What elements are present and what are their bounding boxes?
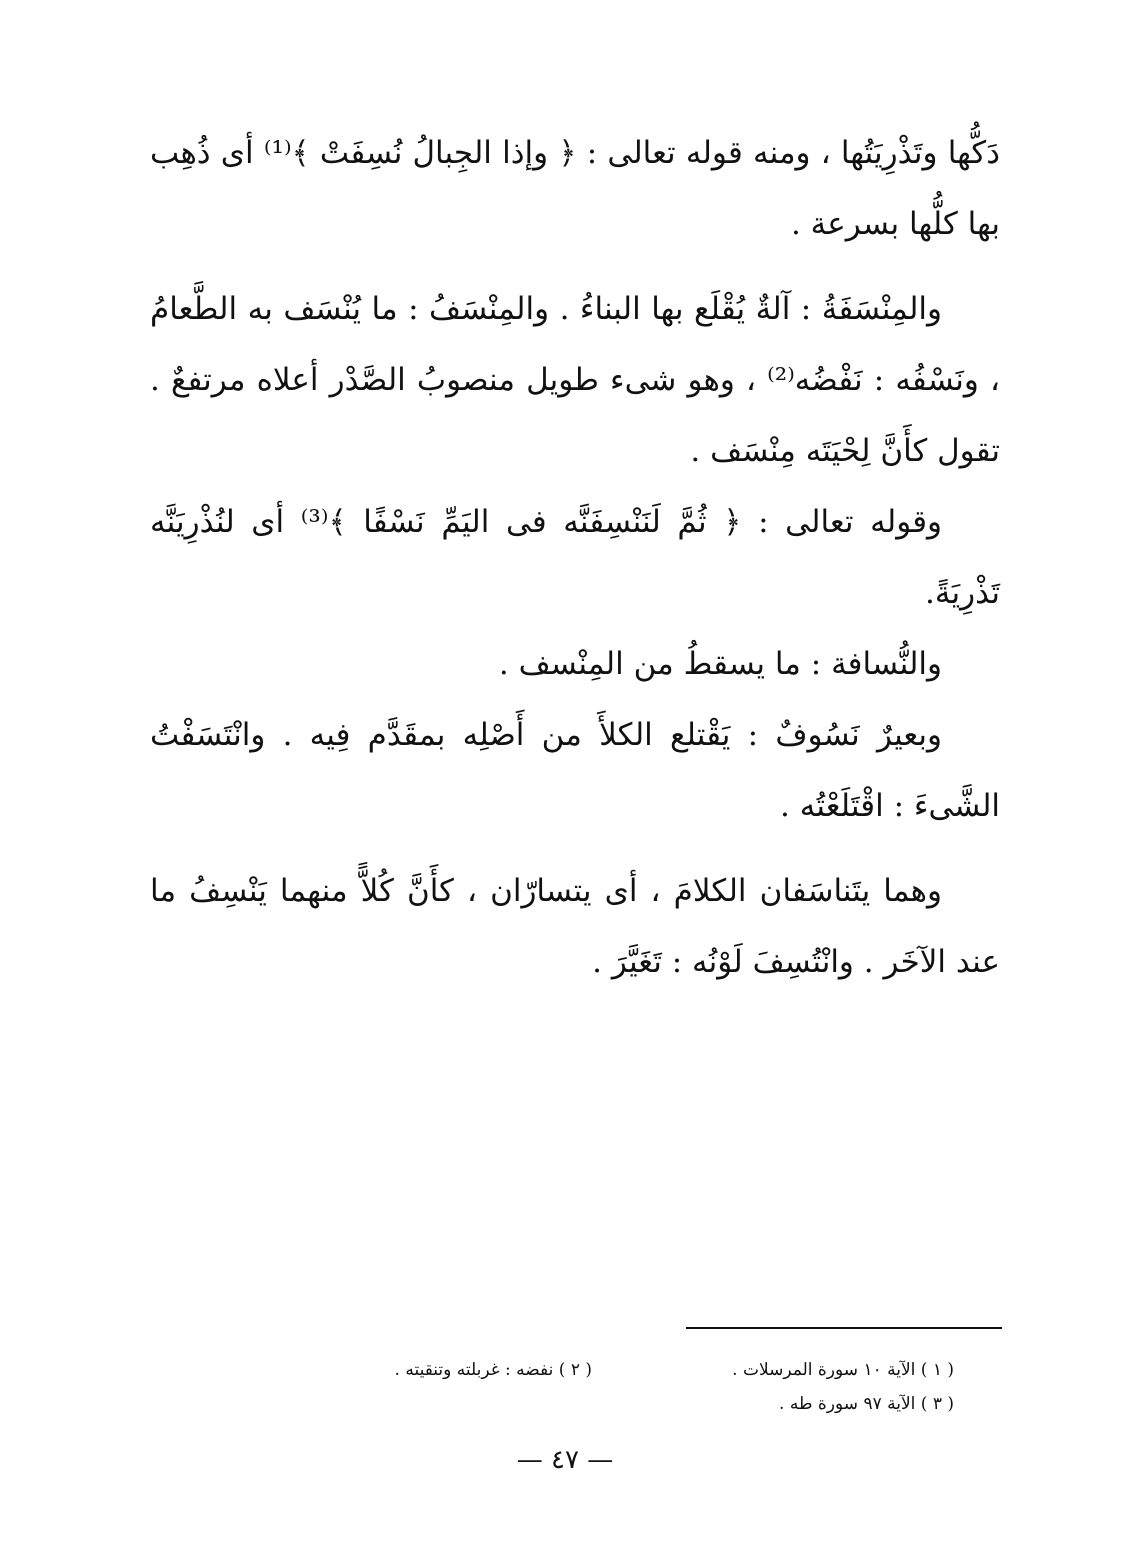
- paragraph-1: دَكُّها وتَذْرِيَتُها ، ومنه قوله تعالى : ﴿ وإذا الجِبالُ نُسِفَتْ ﴾⁽¹⁾ أى ذُهِب بها كلُّها بسرعة .: [150, 135, 1000, 242]
- footnote-divider: [686, 1327, 1002, 1329]
- page-number: — ٤٧ —: [516, 1445, 614, 1475]
- paragraph-6: وهما يتَناسَفان الكلامَ ، أى يتسارّان ، كأَنَّ كُلاًّ منهما يَنْسِفُ ما عند الآخَر . وانْتُسِفَ لَوْنُه : تَغَيَّرَ .: [150, 873, 1000, 980]
- footnote-3: ( ٣ ) الآية ٩٧ سورة طه .: [779, 1394, 954, 1414]
- footnote-2: ( ٢ ) نفضه : غربلته وتنقيته .: [394, 1360, 592, 1380]
- paragraph-4: والنُّسافة : ما يسقطُ من المِنْسف .: [498, 646, 942, 682]
- paragraph-5: وبعيرٌ نَسُوفٌ : يَقْتلع الكلأَ من أَصْلِه بمقَدَّم فِيه . وانْتَسَفْتُ الشَّىءَ : اقْتَلَعْتُه .: [150, 717, 1000, 824]
- body-text: [150, 118, 1000, 998]
- footnote-1: ( ١ ) الآية ١٠ سورة المرسلات .: [732, 1360, 954, 1380]
- paragraph-2: والمِنْسَفَةُ : آلةٌ يُقْلَع بها البناءُ . والمِنْسَفُ : ما يُنْسَف به الطَّعامُ ، ونَسْفُه : نَفْضُه⁽²⁾ ، وهو شىء طويل منصوبُ الصَّدْر أعلاه مرتفعٌ . تقول كأَنَّ لِحْيَتَه مِنْسَف .: [150, 291, 1001, 469]
- paragraph-3: وقوله تعالى : ﴿ ثُمَّ لَنَنْسِفَنَّه فى اليَمِّ نَسْفًا ﴾⁽³⁾ أى لنُذْرِيَنَّه تَذْرِيَةً.: [150, 504, 1000, 611]
